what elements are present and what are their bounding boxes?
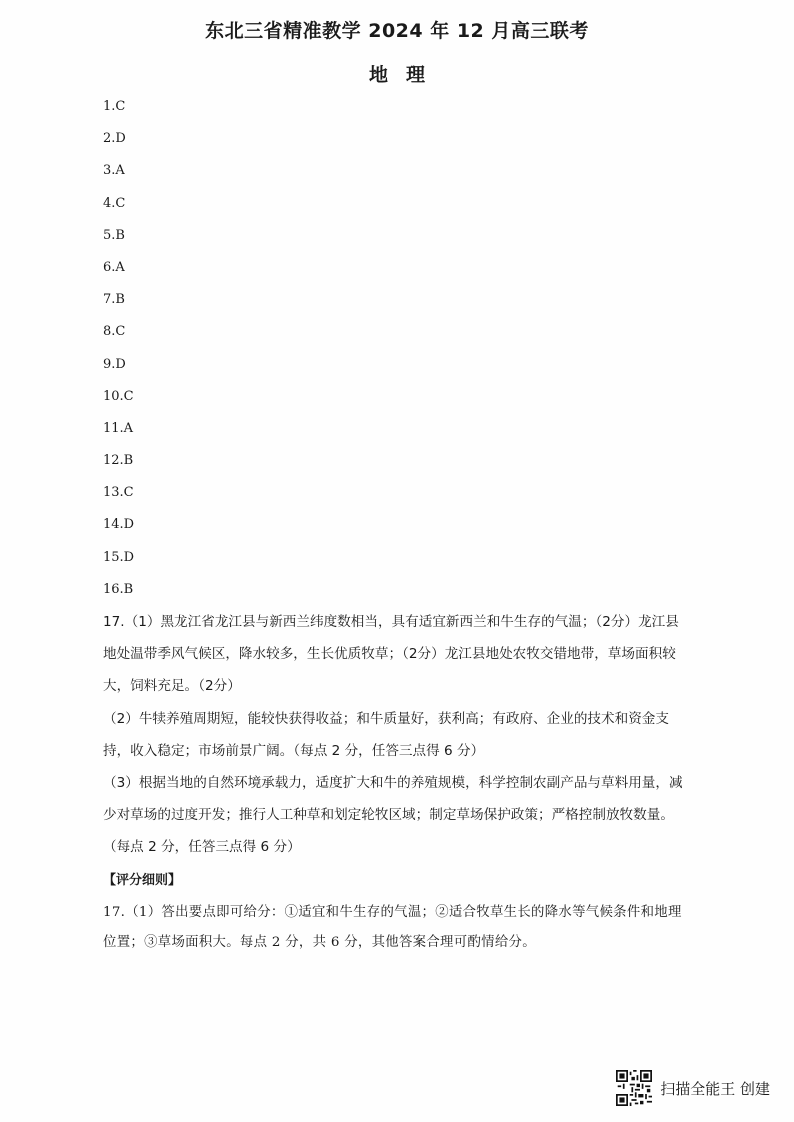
answer-item: 13.C: [103, 485, 134, 501]
qr-code-icon: [616, 1070, 652, 1106]
answer-item: 15.D: [103, 549, 135, 565]
answer-list: [103, 98, 134, 613]
scoring-rules-text: 17.（1）答出要点即可给分：①适宜和牛生存的气温；②适合牧草生长的降水等气候条件和地理位置；③草场面积大。每点 2 分，共 6 分，其他答案合理可酌情给分。: [103, 905, 682, 950]
scanner-watermark: [616, 1070, 770, 1106]
answer-item: 3.A: [103, 163, 125, 179]
answer-item: 4.C: [103, 195, 126, 211]
answer-item: 6.A: [103, 259, 125, 275]
answer-item: 9.D: [103, 356, 126, 372]
answer-item: 2.D: [103, 131, 126, 147]
q17-part1-answer: 17.（1）黑龙江省龙江县与新西兰纬度数相当，具有适宜新西兰和牛生存的气温；（2分）龙江县地处温带季风气候区，降水较多，生长优质牧草；（2分）龙江县地处农牧交错地带，草场面积较大，饲料充足。（2分）: [103, 614, 679, 694]
answer-item: 11.A: [103, 420, 134, 436]
answer-item: 10.C: [103, 388, 134, 404]
subject-heading: 地理: [368, 64, 443, 86]
answer-item: 7.B: [103, 292, 125, 308]
answer-item: 5.B: [103, 227, 125, 243]
scoring-rules-heading: 【评分细则】: [103, 873, 182, 888]
answer-item: 12.B: [103, 453, 134, 469]
answer-item: 1.C: [103, 99, 126, 114]
q17-part3-answer: （3）根据当地的自然环境承载力，适度扩大和牛的养殖规模，科学控制农副产品与草料用量，减少对草场的过度开发；推行人工种草和划定轮牧区域；制定草场保护政策；严格控制放牧数量。（每点 2 分，任答三点得 6 分）: [103, 775, 683, 855]
answer-item: 16.B: [103, 581, 134, 597]
answer-item: 14.D: [103, 517, 135, 533]
page-title: 东北三省精准教学 2024 年 12 月高三联考: [205, 20, 589, 42]
q17-part2-answer: （2）牛犊养殖周期短，能较快获得收益；和牛质量好，获利高；有政府、企业的技术和资金支持，收入稳定；市场前景广阔。（每点 2 分，任答三点得 6 分）: [103, 711, 669, 759]
answer-item: 8.C: [103, 324, 126, 340]
scanner-label: 扫描全能王 创建: [660, 1079, 770, 1098]
